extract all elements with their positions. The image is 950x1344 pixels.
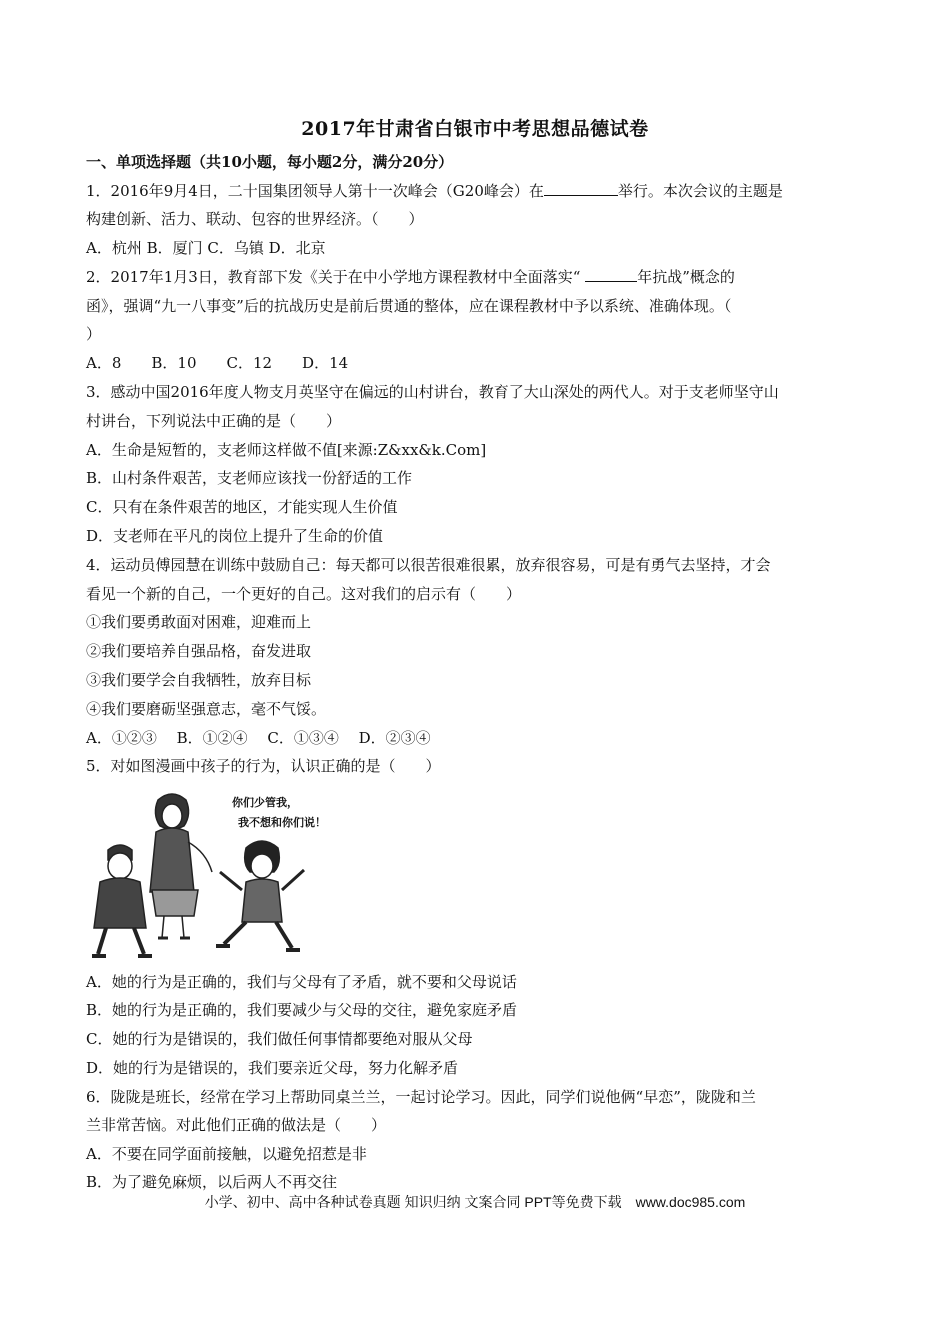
child-figure [216,841,304,950]
q2-options: A．8 B．10 C．12 D．14 [86,354,349,372]
q4-statement-4: ④我们要磨砺坚强意志，毫不气馁。 [86,700,327,718]
cartoon-image [86,786,354,962]
q1-text-b: 举行。本次会议的主题是 [617,182,783,200]
q3-option-a: A．生命是短暂的，支老师这样做不值[来源:Z&xx&k.Com] [86,441,487,459]
q3-option-b: B．山村条件艰苦，支老师应该找一份舒适的工作 [86,469,413,487]
q5-option-a: A．她的行为是正确的，我们与父母有了矛盾，就不要和父母说话 [86,973,517,991]
q3-option-d: D．支老师在平凡的岗位上提升了生命的价值 [86,527,384,545]
q2-line1 [86,267,735,287]
q4-statement-3: ③我们要学会自我牺牲，放弃目标 [86,671,312,689]
q4-statement-1: ①我们要勇敢面对困难，迎难而上 [86,613,312,631]
bubble-text-1: 你们少管我， [232,796,298,809]
q5-line1: 5．对如图漫画中孩子的行为，认识正确的是（ ） [86,757,441,775]
q6-line1: 6．陇陇是班长，经常在学习上帮助同桌兰兰，一起讨论学习。因此，同学们说他俩“早恋”，陇陇和兰 [86,1088,756,1106]
q1-options: A．杭州 B．厦门 C．乌镇 D．北京 [86,239,326,257]
q6-option-a: A．不要在同学面前接触，以避免招惹是非 [86,1145,367,1163]
page-title: 2017年甘肃省白银市中考思想品德试卷 [301,118,649,140]
q2-line2: 函》，强调“九一八事变”后的抗战历史是前后贯通的整体，应在课程教材中予以系统、准确体现。（ [86,297,732,315]
q5-option-b: B．她的行为是正确的，我们要减少与父母的交往，避免家庭矛盾 [86,1001,518,1019]
mother-figure [150,794,212,938]
q3-line1: 3．感动中国2016年度人物支月英坚守在偏远的山村讲台，教育了大山深处的两代人。对于支老师坚守山 [86,383,779,401]
q4-line2: 看见一个新的自己，一个更好的自己。这对我们的启示有（ ） [86,585,522,603]
section-heading: 一、单项选择题（共10小题，每小题2分，满分20分） [86,153,454,171]
q6-option-b: B．为了避免麻烦，以后两人不再交往 [86,1173,338,1191]
q3-option-c: C．只有在条件艰苦的地区，才能实现人生价值 [86,498,398,516]
q4-line1: 4．运动员傅园慧在训练中鼓励自己：每天都可以很苦很难很累，放弃很容易，可是有勇气去坚持，才会 [86,556,771,574]
q1-line2: 构建创新、活力、联动、包容的世界经济。（ ） [86,210,424,228]
q3-line2: 村讲台，下列说法中正确的是（ ） [86,412,342,430]
q2-text-b: 年抗战”概念的 [637,268,735,286]
q5-option-c: C．她的行为是错误的，我们做任何事情都要绝对服从父母 [86,1030,473,1048]
q6-line2: 兰非常苦恼。对此他们正确的做法是（ ） [86,1116,387,1134]
q2-line3: ） [86,325,102,343]
father-figure [92,845,152,956]
q4-statement-2: ②我们要培养自强品格，奋发进取 [86,642,312,660]
page-footer: 小学、初中、高中各种试卷真题 知识归纳 文案合同 PPT等免费下载 www.doc985.com [204,1194,746,1210]
q2-text-a: 2．2017年1月3日，教育部下发《关于在中小学地方课程教材中全面落实“ [86,268,586,286]
q1-line1 [86,181,783,201]
q1-text-a: 1．2016年9月4日，二十国集团领导人第十一次峰会（G20峰会）在 [86,182,544,200]
q1-blank [544,181,618,196]
q2-blank [585,267,637,282]
q5-option-d: D．她的行为是错误的，我们要亲近父母，努力化解矛盾 [86,1059,459,1077]
q4-options: A．①②③ B．①②④ C．①③④ D．②③④ [86,729,431,747]
bubble-text-2: 我不想和你们说！ [238,816,326,829]
